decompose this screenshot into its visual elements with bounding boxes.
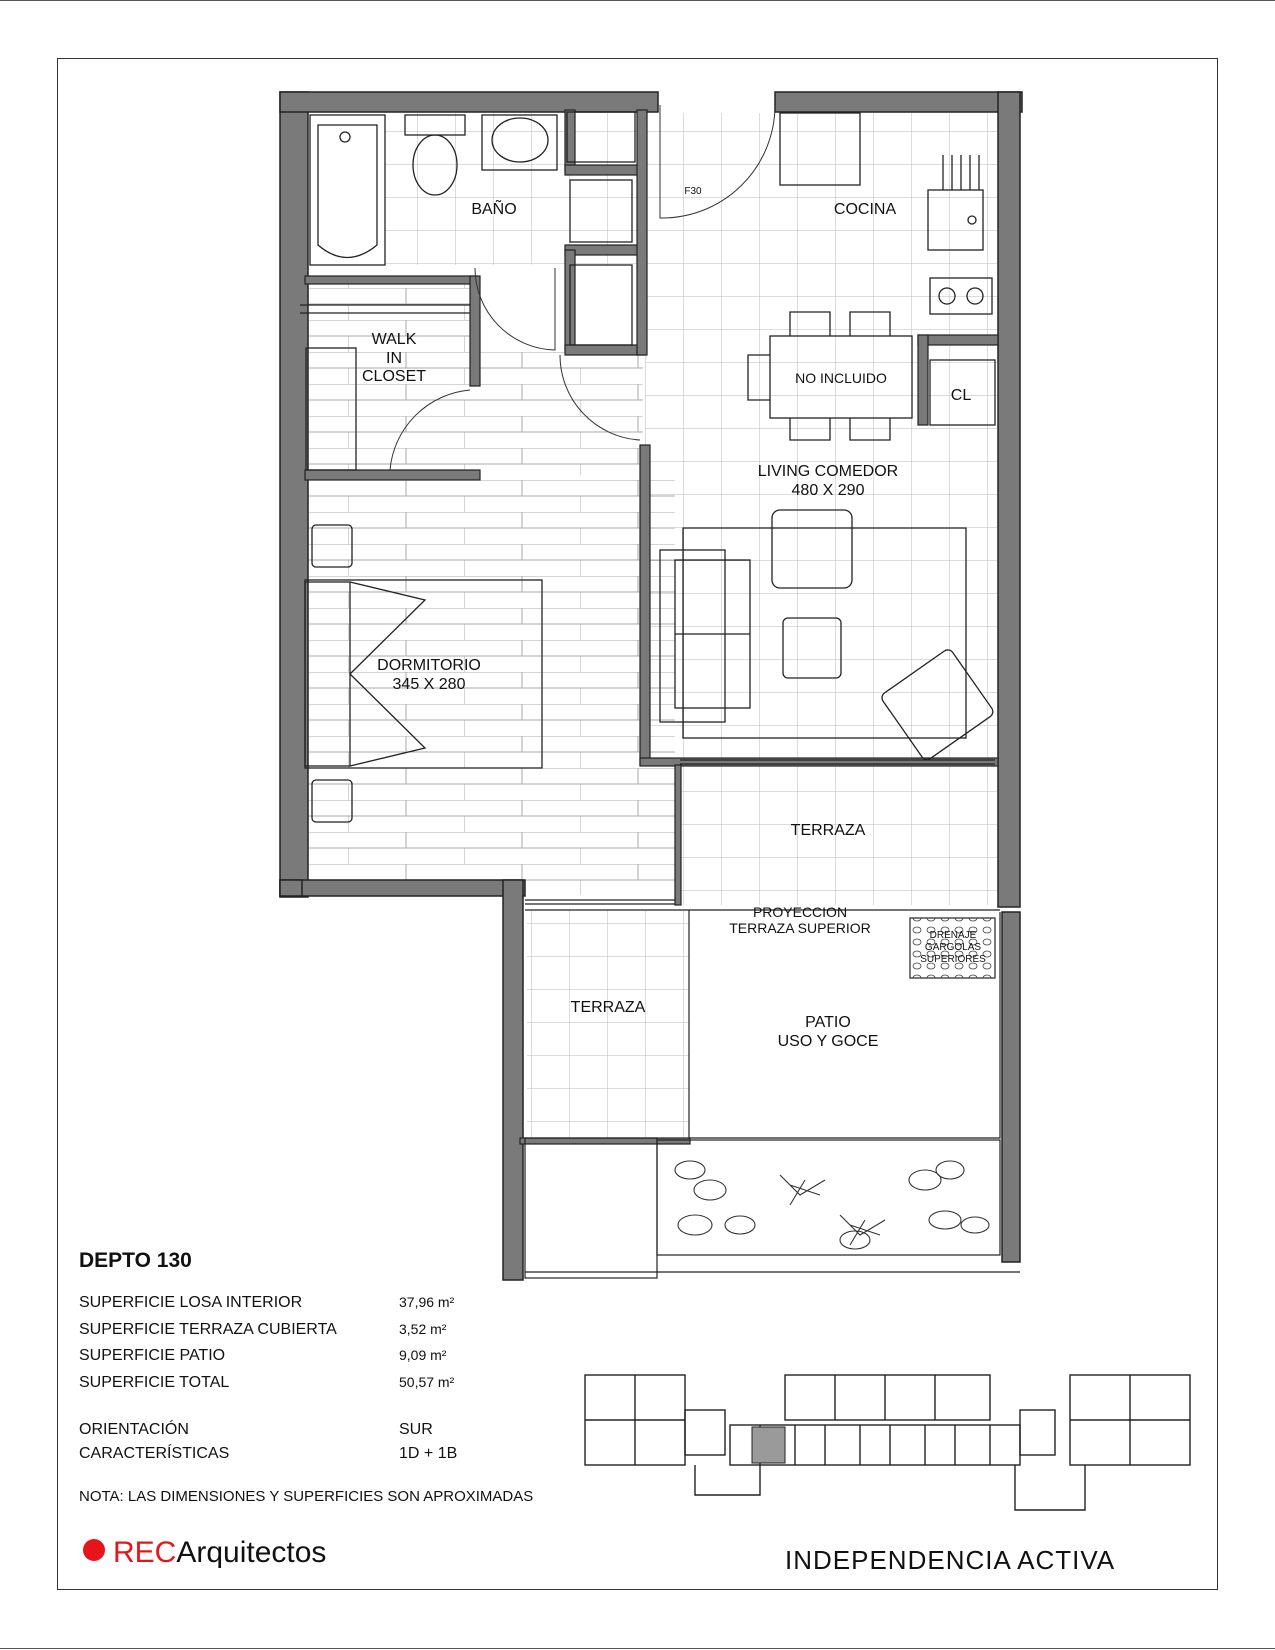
spec-value: 50,57 m² [399,1373,455,1390]
spec-value: 3,52 m² [399,1320,447,1337]
spec-label: CARACTERÍSTICAS [79,1445,230,1462]
room-label-bano: BAÑO [471,201,517,218]
hall-floor [480,345,643,475]
proyeccion-line-2: TERRAZA SUPERIOR [729,920,871,936]
spec-label: SUPERFICIE TOTAL [79,1373,230,1391]
living-dimensions: 480 X 290 [791,482,865,499]
planter-shrubs [675,1161,989,1249]
room-label-terraza-lower: TERRAZA [570,999,646,1016]
spec-value: 37,96 m² [399,1294,455,1310]
project-name: INDEPENDENCIA ACTIVA [785,1545,1116,1575]
dormitorio-dimensions: 345 X 280 [392,676,466,693]
spec-label: SUPERFICIE PATIO [79,1347,226,1364]
brand-dot-icon [83,1539,105,1561]
room-label-in: IN [386,350,402,367]
spec-value: 1D + 1B [399,1445,458,1462]
door-tag: F30 [684,186,702,197]
brand-rec: REC [113,1536,177,1569]
room-label-cocina: COCINA [833,201,897,218]
table-note: NO INCLUIDO [795,370,887,386]
proyeccion-line-1: PROYECCION [752,904,848,920]
spec-label: ORIENTACIÓN [79,1421,189,1438]
room-label-terraza-upper: TERRAZA [790,822,866,839]
spec-label: SUPERFICIE LOSA INTERIOR [79,1294,303,1311]
drenaje-line-3: SUPERIORES [920,954,986,965]
drenaje-line-1: DRENAJE [929,930,977,941]
room-label-living: LIVING COMEDOR [757,463,899,480]
spec-label: SUPERFICIE TERRAZA CUBIERTA [79,1320,337,1338]
brand-logo [83,1536,326,1570]
room-label-cl: CL [950,387,972,404]
brand-name: Arquitectos [176,1536,327,1569]
spec-value: SUR [399,1421,433,1438]
room-label-dormitorio: DORMITORIO [377,657,481,674]
lower-terrace-floor [527,910,689,1140]
spec-value: 9,09 m² [399,1347,447,1363]
kitchen-living-floor [645,113,997,758]
drenaje-line-2: GARGOLAS [924,942,982,953]
room-label-closet: CLOSET [361,368,427,385]
unit-highlight [752,1427,785,1463]
bedroom-floor [305,480,675,895]
unit-title: DEPTO 130 [79,1249,192,1272]
site-key-plan [585,1375,1190,1510]
room-label-walk: WALK [371,331,417,348]
room-label-patio: PATIO [805,1014,851,1031]
disclaimer-note: NOTA: LAS DIMENSIONES Y SUPERFICIES SON APROXIMADAS [79,1488,534,1505]
room-label-uso-goce: USO Y GOCE [777,1033,879,1050]
